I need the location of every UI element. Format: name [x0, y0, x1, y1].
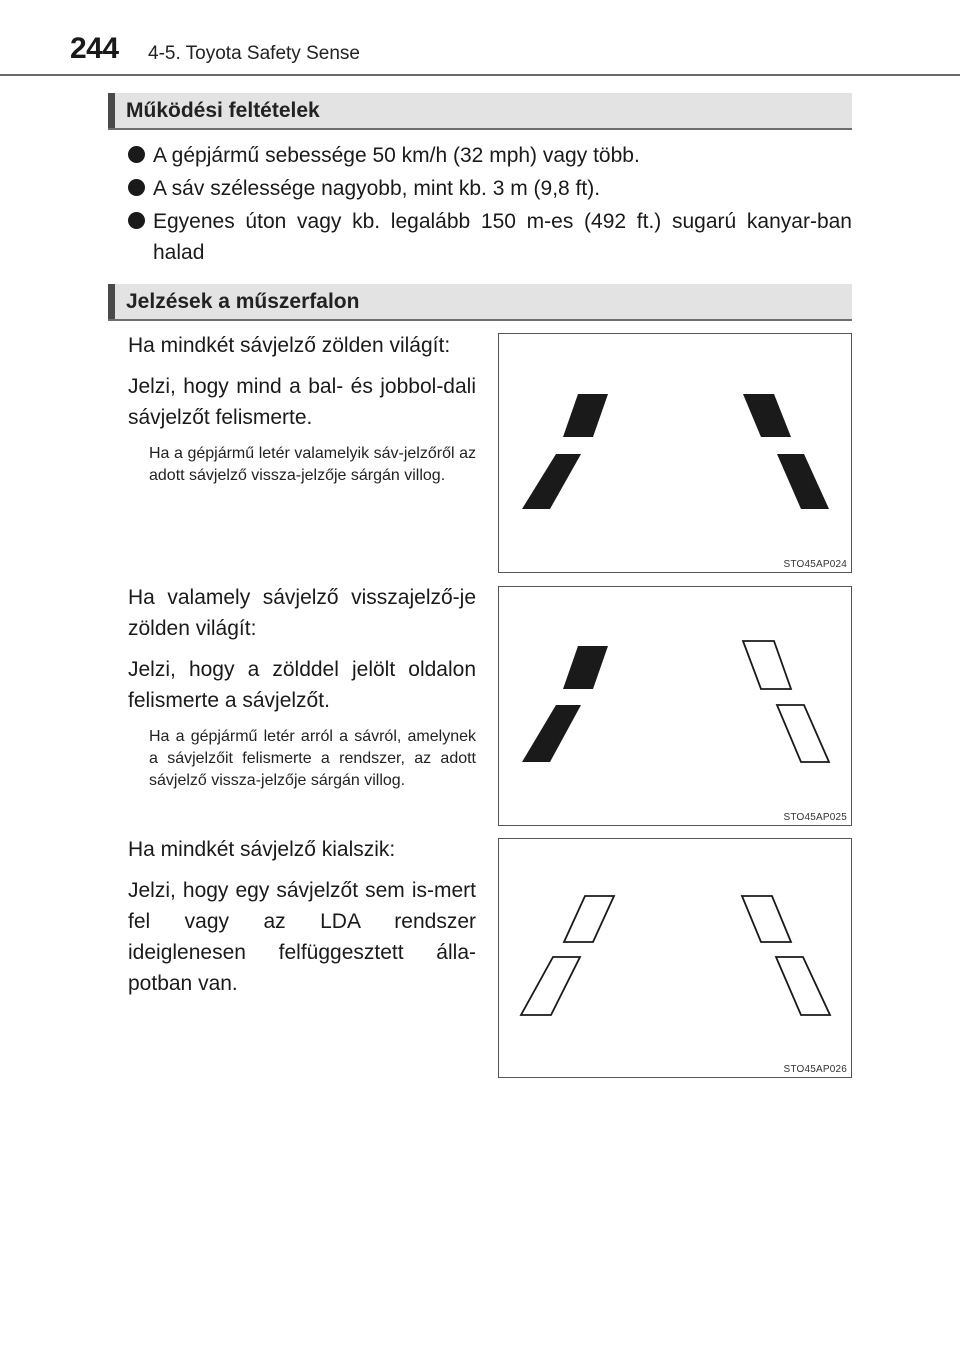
- operating-conditions-heading: [108, 93, 852, 130]
- indications-heading: [108, 284, 852, 321]
- figure-code: STO45AP024: [783, 559, 847, 570]
- figure-one-lane-detected: [498, 586, 852, 826]
- left-lane-line-lower: [522, 705, 581, 762]
- lane-lines-illustration: [499, 334, 851, 572]
- right-lane-line-lower: [776, 957, 830, 1015]
- indication-title: Ha mindkét sávjelző kialszik:: [128, 838, 396, 861]
- figure-code: STO45AP026: [783, 1064, 847, 1075]
- bullet-text: Egyenes úton vagy kb. legalább 150 m-es (492 ft.) sugarú kanyar-ban halad: [153, 210, 852, 264]
- list-item: [128, 206, 852, 268]
- left-lane-line-lower: [521, 957, 580, 1015]
- indication-description: Jelzi, hogy mind a bal- és jobbol-dali sávjelzőt felismerte.: [128, 375, 476, 429]
- list-item: [128, 140, 852, 171]
- figure-no-lane-detected: [498, 838, 852, 1078]
- left-lane-line-upper: [564, 896, 614, 942]
- bullet-icon: [128, 146, 145, 163]
- indication-block-both-green: [128, 330, 476, 487]
- bullet-text: A sáv szélessége nagyobb, mint kb. 3 m (9,8 ft).: [153, 177, 601, 200]
- heading-accent: [108, 284, 115, 319]
- indication-title: Ha mindkét sávjelző zölden világít:: [128, 334, 451, 357]
- right-lane-line-lower: [777, 705, 829, 762]
- indication-title: Ha valamely sávjelző visszajelző-je zölden világít:: [128, 586, 476, 640]
- bullet-icon: [128, 212, 145, 229]
- indication-description: Jelzi, hogy egy sávjelzőt sem is-mert fel vagy az LDA rendszer ideiglenesen felfüggesztett álla-potban van.: [128, 879, 476, 995]
- heading-text: Működési feltételek: [126, 99, 320, 122]
- conditions-list: [128, 140, 852, 270]
- indication-block-both-off: [128, 834, 476, 1009]
- indication-block-one-green: [128, 582, 476, 792]
- lane-lines-illustration: [499, 839, 851, 1077]
- section-title: 4-5. Toyota Safety Sense: [148, 43, 360, 64]
- indication-note: Ha a gépjármű letér arról a sávról, amelynek a sávjelzőit felismerte a rendszer, az adott sávjelző vissza-jelzője sárgán villog.: [149, 728, 476, 789]
- indication-note: Ha a gépjármű letér valamelyik sáv-jelzőről az adott sávjelző vissza-jelzője sárgán villog.: [149, 445, 476, 484]
- figure-code: STO45AP025: [783, 812, 847, 823]
- page-number: 244: [70, 32, 119, 65]
- left-lane-line-upper: [563, 646, 608, 689]
- right-lane-line-upper: [742, 896, 791, 942]
- lane-lines-illustration: [499, 587, 851, 825]
- right-lane-line-upper: [743, 394, 791, 437]
- heading-text: Jelzések a műszerfalon: [126, 290, 360, 313]
- right-lane-line-lower: [777, 454, 829, 509]
- bullet-icon: [128, 179, 145, 196]
- left-lane-line-upper: [563, 394, 608, 437]
- right-lane-line-upper: [743, 641, 791, 689]
- left-lane-line-lower: [522, 454, 581, 509]
- figure-both-lanes-detected: [498, 333, 852, 573]
- indication-description: Jelzi, hogy a zölddel jelölt oldalon felismerte a sávjelzőt.: [128, 658, 476, 712]
- header-rule: [0, 74, 960, 76]
- list-item: [128, 173, 852, 204]
- bullet-text: A gépjármű sebessége 50 km/h (32 mph) vagy több.: [153, 144, 640, 167]
- heading-accent: [108, 93, 115, 128]
